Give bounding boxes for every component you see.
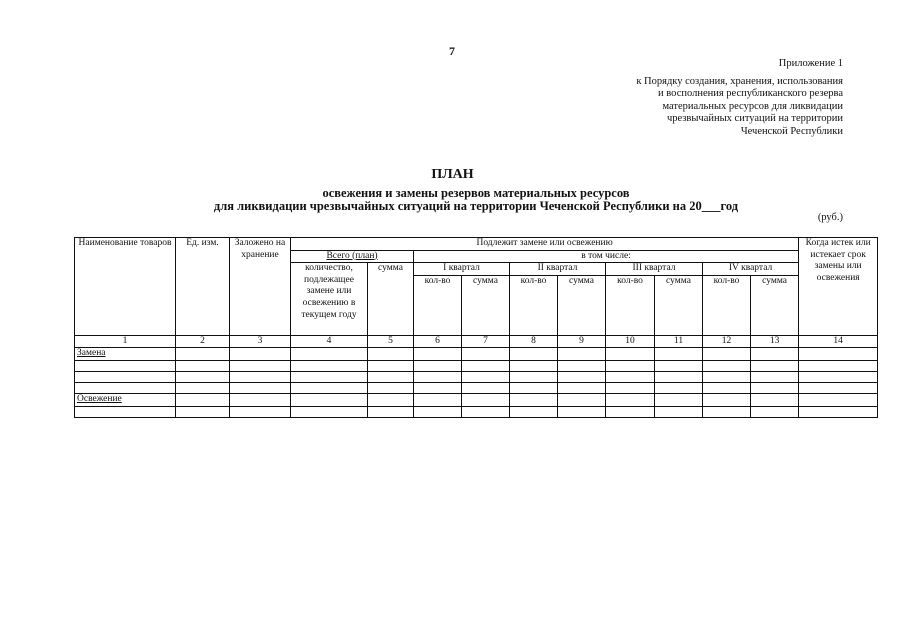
table-cell: [368, 393, 414, 406]
table-cell: [414, 360, 462, 371]
table-cell: [510, 371, 558, 382]
header-q1-qty: кол-во: [414, 275, 462, 335]
header-q3-sum: сумма: [655, 275, 703, 335]
header-q1-sum: сумма: [462, 275, 510, 335]
header-name: Наименование товаров: [75, 238, 176, 336]
column-number: 9: [558, 335, 606, 348]
table-row: [75, 406, 878, 417]
header-q1: I квартал: [414, 263, 510, 276]
header-q3: III квартал: [606, 263, 703, 276]
appendix-text: [636, 76, 843, 138]
table-cell: [751, 393, 799, 406]
table-cell: [230, 406, 291, 417]
section-row-replacement: [75, 348, 878, 361]
table-cell: [414, 371, 462, 382]
header-q4-qty: кол-во: [703, 275, 751, 335]
column-number: 8: [510, 335, 558, 348]
table-row: [75, 360, 878, 371]
table-cell: [655, 382, 703, 393]
column-number: 11: [655, 335, 703, 348]
total-plan-text: Всего (план): [326, 250, 378, 261]
table-cell: [291, 382, 368, 393]
table-row: [75, 382, 878, 393]
table-cell: [368, 360, 414, 371]
header-q4: IV квартал: [703, 263, 799, 276]
section-label-text: Замена: [77, 348, 106, 359]
table-cell: [414, 382, 462, 393]
table-cell: [462, 406, 510, 417]
header-stored: Заложено на хранение: [230, 238, 291, 336]
table-cell: [558, 382, 606, 393]
table-cell: [558, 371, 606, 382]
table-cell: [703, 393, 751, 406]
header-q2: II квартал: [510, 263, 606, 276]
appendix-line: материальных ресурсов для ликвидации: [662, 100, 843, 112]
table-cell: [606, 406, 655, 417]
table-cell: [230, 382, 291, 393]
header-total-plan: [291, 250, 414, 263]
appendix-line: к Порядку создания, хранения, использования: [636, 76, 843, 87]
header-q4-sum: сумма: [751, 275, 799, 335]
table-cell: [510, 382, 558, 393]
table-cell: [291, 393, 368, 406]
table-cell: [414, 406, 462, 417]
column-number: 1: [75, 335, 176, 348]
table-cell: [230, 393, 291, 406]
column-number: 10: [606, 335, 655, 348]
header-deadline: Когда истек или истекает срок замены или освежения: [799, 238, 878, 336]
table-cell: [751, 360, 799, 371]
table-cell: [230, 371, 291, 382]
header-q2-sum: сумма: [558, 275, 606, 335]
table-cell: [655, 393, 703, 406]
appendix-line: чрезвычайных ситуаций на территории: [666, 113, 843, 125]
table-cell: [462, 371, 510, 382]
table-cell: [75, 360, 176, 371]
table-cell: [510, 393, 558, 406]
column-number: 7: [462, 335, 510, 348]
column-number: 14: [799, 335, 878, 348]
table-cell: [655, 360, 703, 371]
table-cell: [462, 348, 510, 361]
table-cell: [799, 360, 878, 371]
section-label: [75, 393, 176, 406]
column-number: 3: [230, 335, 291, 348]
table-cell: [291, 406, 368, 417]
header-sum-total: сумма: [368, 263, 414, 336]
column-number: 12: [703, 335, 751, 348]
section-row-refresh: [75, 393, 878, 406]
table-cell: [655, 371, 703, 382]
header-q2-qty: кол-во: [510, 275, 558, 335]
table-row: [75, 371, 878, 382]
table-cell: [176, 348, 230, 361]
table-cell: [799, 348, 878, 361]
table-cell: [558, 360, 606, 371]
table-cell: [176, 382, 230, 393]
table-cell: [799, 382, 878, 393]
table-cell: [368, 406, 414, 417]
unit-label: (руб.): [817, 212, 843, 223]
table-cell: [703, 371, 751, 382]
section-label: [75, 348, 176, 361]
appendix-label: Приложение 1: [778, 58, 843, 69]
section-label-text: Освежение: [77, 393, 122, 404]
column-number: 5: [368, 335, 414, 348]
table-cell: [462, 360, 510, 371]
table-cell: [462, 382, 510, 393]
table-cell: [176, 393, 230, 406]
table-cell: [558, 348, 606, 361]
table-cell: [751, 348, 799, 361]
table-cell: [606, 360, 655, 371]
header-replace-group: Подлежит замене или освежению: [291, 238, 799, 251]
table-cell: [703, 382, 751, 393]
table-cell: [799, 393, 878, 406]
header-qty-long: количество, подлежащее замене или освежению в текущем году: [291, 263, 368, 336]
table-cell: [291, 360, 368, 371]
table-cell: [510, 348, 558, 361]
table-cell: [703, 406, 751, 417]
appendix-line: Чеченской Республики: [740, 125, 843, 137]
table-cell: [176, 406, 230, 417]
column-number: 13: [751, 335, 799, 348]
table-cell: [703, 360, 751, 371]
table-cell: [176, 360, 230, 371]
page-number: 7: [449, 44, 455, 58]
table-cell: [751, 371, 799, 382]
table-cell: [510, 406, 558, 417]
table-cell: [510, 360, 558, 371]
table-cell: [291, 348, 368, 361]
appendix-line: и восполнения республиканского резерва: [658, 88, 843, 100]
plan-table: [74, 237, 878, 418]
table-cell: [230, 360, 291, 371]
table-cell: [75, 382, 176, 393]
subtitle-line: освежения и замены резервов материальных ресурсов: [322, 186, 630, 200]
table-cell: [414, 393, 462, 406]
column-number: 4: [291, 335, 368, 348]
table-cell: [751, 406, 799, 417]
table-cell: [462, 393, 510, 406]
table-cell: [606, 393, 655, 406]
column-number-row: [75, 335, 878, 348]
column-number: 2: [176, 335, 230, 348]
table-cell: [368, 382, 414, 393]
table-cell: [799, 406, 878, 417]
table-cell: [655, 348, 703, 361]
table-cell: [606, 348, 655, 361]
table-cell: [368, 371, 414, 382]
header-unit: Ед. изм.: [176, 238, 230, 336]
document-subtitle: [96, 187, 856, 213]
table-cell: [751, 382, 799, 393]
table-cell: [75, 406, 176, 417]
table-cell: [799, 371, 878, 382]
table-cell: [368, 348, 414, 361]
header-row-1: [75, 238, 878, 251]
table-cell: [655, 406, 703, 417]
table-cell: [176, 371, 230, 382]
table-cell: [291, 371, 368, 382]
table-cell: [703, 348, 751, 361]
table-cell: [558, 393, 606, 406]
document-title: ПЛАН: [431, 167, 474, 182]
table-cell: [75, 371, 176, 382]
table-cell: [558, 406, 606, 417]
table-cell: [230, 348, 291, 361]
subtitle-line: для ликвидации чрезвычайных ситуаций на территории Чеченской Республики на 20___год: [213, 199, 739, 213]
header-including: в том числе:: [414, 250, 799, 263]
table-cell: [606, 371, 655, 382]
header-q3-qty: кол-во: [606, 275, 655, 335]
table-cell: [606, 382, 655, 393]
column-number: 6: [414, 335, 462, 348]
table-cell: [414, 348, 462, 361]
